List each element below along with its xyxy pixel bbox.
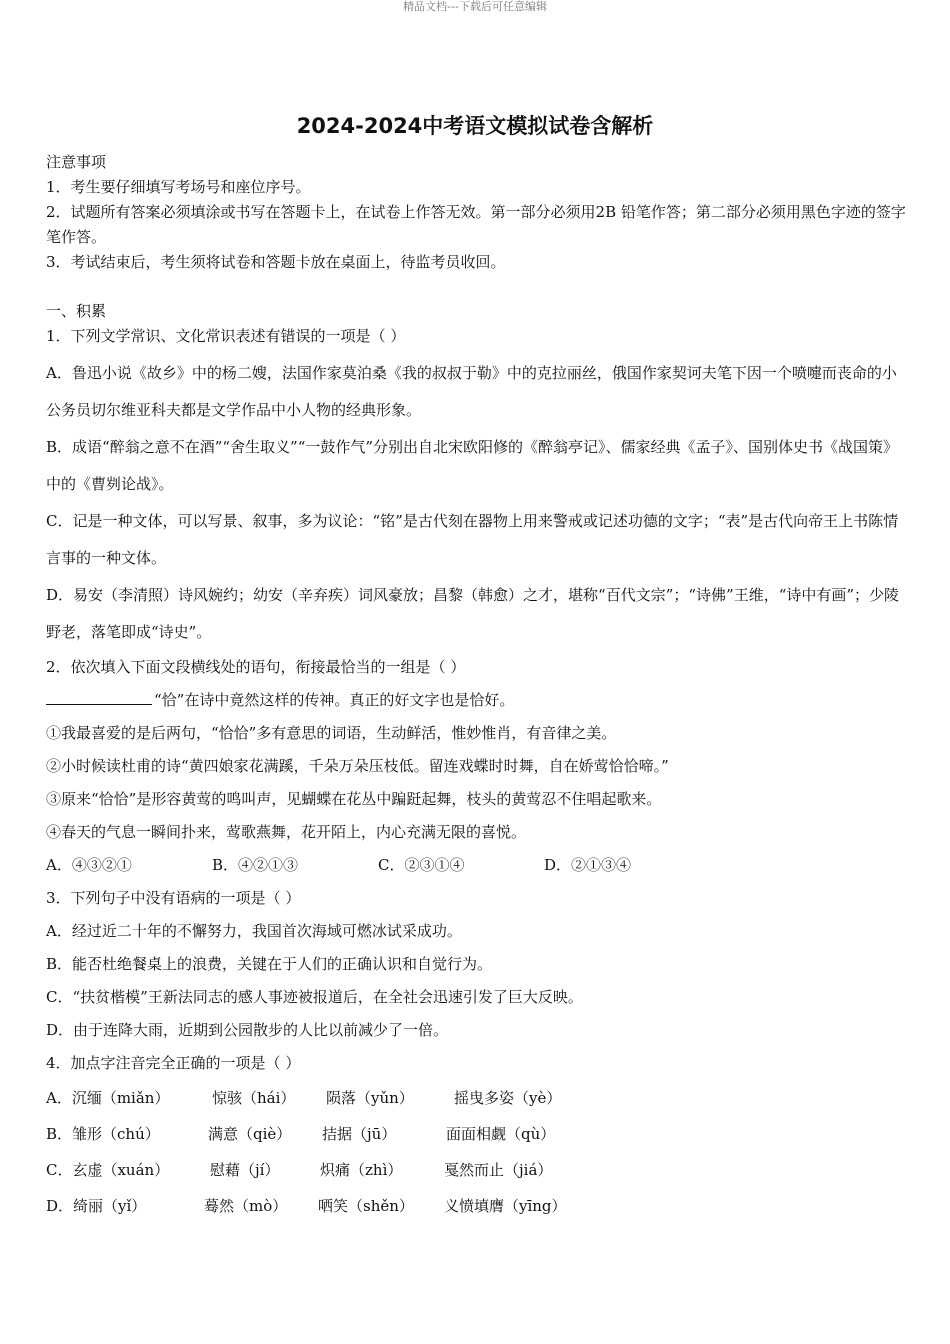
question-2-passage	[46, 684, 908, 717]
question-1-option-b: B．成语“醉翁之意不在酒”“舍生取义”“一鼓作气”分别出自北宋欧阳修的《醉翁亭记》、儒家经典《孟子》、国别体史书《战国策》中的《曹刿论战》。	[46, 438, 899, 493]
pinyin-item: 戛然而止（jiá）	[444, 1161, 553, 1179]
notice-heading: 注意事项	[46, 153, 107, 171]
header-note: 精品文档---下载后可任意编辑	[403, 0, 547, 13]
question-3-option-c: C．“扶贫楷模”王新法同志的感人事迹被报道后，在全社会迅速引发了巨大反映。	[46, 988, 583, 1006]
question-2-option-a: A．④③②①	[46, 856, 132, 874]
question-4-option-c	[46, 1152, 908, 1188]
question-2-sentence-4: ④春天的气息一瞬间扑来，莺歌燕舞，花开陌上，内心充满无限的喜悦。	[46, 823, 527, 841]
question-3-option-b: B．能否杜绝餐桌上的浪费，关键在于人们的正确认识和自觉行为。	[46, 955, 493, 973]
question-2-option-b: B．④②①③	[212, 856, 299, 874]
question-3-option-d: D．由于连降大雨，近期到公园散步的人比以前减少了一倍。	[46, 1021, 449, 1039]
pinyin-item: 炽痛（zhì）	[320, 1161, 403, 1179]
question-3-option-a: A．经过近二十年的不懈努力，我国首次海域可燃冰试采成功。	[46, 922, 462, 940]
question-1-option-c: C．记是一种文体，可以写景、叙事，多为议论：“铭”是古代刻在器物上用来警戒或记述功德的文字；“表”是古代向帝王上书陈情言事的一种文体。	[46, 512, 899, 567]
question-4-stem: 4．加点字注音完全正确的一项是（ ）	[46, 1054, 301, 1072]
question-2-sentence-2: ②小时候读杜甫的诗“黄四娘家花满蹊，千朵万朵压枝低。留连戏蝶时时舞，自在娇莺恰恰啼。”	[46, 757, 669, 775]
pinyin-item: 义愤填膺（yīng）	[444, 1197, 567, 1215]
pinyin-item: 惊骇（hái）	[212, 1089, 296, 1107]
question-2-option-d: D．②①③④	[544, 856, 632, 874]
question-4-option-b	[46, 1116, 908, 1152]
question-2-option-c: C．②③①④	[378, 856, 465, 874]
pinyin-item: 满意（qiè）	[208, 1125, 292, 1143]
question-4-option-a	[46, 1080, 908, 1116]
question-2-sentence-1: ①我最喜爱的是后两句，“恰恰”多有意思的词语，生动鲜活，惟妙惟肖，有音律之美。	[46, 724, 617, 742]
pinyin-item: D．绮丽（yǐ）	[46, 1197, 147, 1215]
question-2-passage-text: “恰”在诗中竟然这样的传神。真正的好文字也是恰好。	[154, 691, 515, 709]
section-heading: 一、积累	[46, 302, 107, 320]
pinyin-item: 陨落（yǔn）	[326, 1089, 414, 1107]
pinyin-item: 面面相觑（qù）	[446, 1125, 556, 1143]
question-2-sentence-3: ③原来“恰恰”是形容黄莺的鸣叫声，见蝴蝶在花丛中蹁跹起舞，枝头的黄莺忍不住唱起歌来。	[46, 790, 662, 808]
notice-item: 2．试题所有答案必须填涂或书写在答题卡上，在试卷上作答无效。第一部分必须用2B 铅笔作答；第二部分必须用黑色字迹的签字笔作答。	[46, 203, 906, 246]
pinyin-item: A．沉缅（miǎn）	[46, 1089, 170, 1107]
pinyin-item: C．玄虚（xuán）	[46, 1161, 170, 1179]
notice-item: 1．考生要仔细填写考场号和座位序号。	[46, 178, 311, 196]
question-2-stem: 2．依次填入下面文段横线处的语句，衔接最恰当的一组是（ ）	[46, 658, 466, 676]
question-1-option-d: D．易安（李清照）诗风婉约；幼安（辛弃疾）词风豪放；昌黎（韩愈）之才，堪称“百代文宗”；“诗佛”王维，“诗中有画”；少陵野老，落笔即成“诗史”。	[46, 586, 900, 641]
pinyin-item: B．雏形（chú）	[46, 1125, 160, 1143]
pinyin-item: 蓦然（mò）	[204, 1197, 288, 1215]
question-4-option-d	[46, 1188, 908, 1224]
pinyin-item: 拮据（jū）	[322, 1125, 397, 1143]
document-body	[46, 150, 908, 1224]
question-3-stem: 3．下列句子中没有语病的一项是（ ）	[46, 889, 301, 907]
question-1-option-a: A．鲁迅小说《故乡》中的杨二嫂，法国作家莫泊桑《我的叔叔于勒》中的克拉丽丝，俄国作家契诃夫笔下因一个喷嚏而丧命的小公务员切尔维亚科夫都是文学作品中小人物的经典形象。	[46, 364, 897, 419]
answer-blank	[46, 688, 152, 705]
question-1-stem: 1．下列文学常识、文化常识表述有错误的一项是（ ）	[46, 327, 406, 345]
notice-item: 3．考试结束后，考生须将试卷和答题卡放在桌面上，待监考员收回。	[46, 253, 506, 271]
page-title: 2024-2024中考语文模拟试卷含解析	[296, 114, 654, 138]
question-2-options	[46, 849, 908, 882]
pinyin-item: 慰藉（jí）	[210, 1161, 280, 1179]
pinyin-item: 哂笑（shěn）	[318, 1197, 414, 1215]
pinyin-item: 摇曳多姿（yè）	[454, 1089, 562, 1107]
